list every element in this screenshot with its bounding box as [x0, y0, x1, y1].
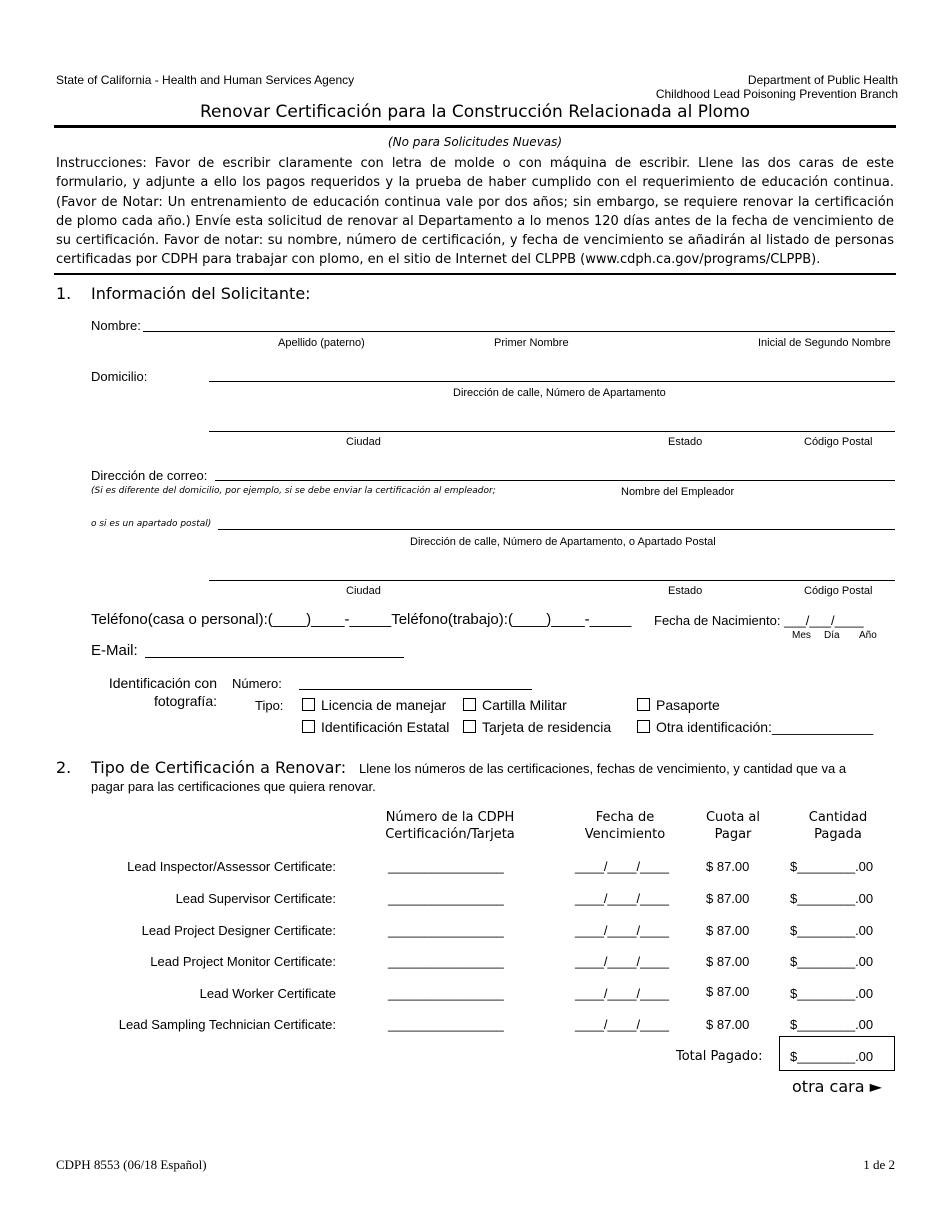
email-label: E-Mail: [91, 642, 138, 659]
cert-paid-field[interactable]: $________.00 [790, 923, 874, 938]
form-title: Renovar Certificación para la Construcción Relacionada al Plomo [199, 102, 751, 122]
fecha-nacimiento-field[interactable]: Fecha de Nacimiento: ___/___/____ [654, 613, 864, 628]
instructions-paragraph: Instrucciones: Favor de escribir claramente con letra de molde o con máquina de escribir. Llene las dos caras de este formulario, y adjunte a ello los pagos requeridos y la prueba de haber cumplido con el requerimiento de educación continua. (Favor de Notar: Un entrenamiento de educación continua vale por dos años; sin embargo, se requiere renovar la certificación de plomo cada año.) Envíe esta solicitud de renovar al Departamento a lo menos 120 días antes de la fecha de vencimiento de su certificación. Favor de notar: su nombre, número de certificación, y fecha de vencimiento se añadirán al listado de personas certificadas por CDPH para trabajar con plomo, en el sitio de Internet del CLPPB (www.cdph.ca.gov/programs/CLPPB). [56, 156, 894, 268]
cert-row-name: Lead Sampling Technician Certificate: [118, 1017, 336, 1032]
section2-desc-2: pagar para las certificaciones que quiera renovar. [91, 779, 376, 794]
col-cantidad-header-1: Cantidad [808, 810, 868, 825]
estatal-checkbox[interactable] [302, 720, 315, 733]
domicilio-label: Domicilio: [91, 369, 148, 384]
col-cantidad-header-2: Pagada [814, 827, 862, 842]
residencia-checkbox[interactable] [463, 720, 476, 733]
section-divider [54, 273, 896, 275]
cert-number-field[interactable]: ________________ [388, 986, 504, 1001]
department-name: Department of Public Health [747, 73, 898, 87]
cert-date-field[interactable]: ____/____/____ [575, 986, 669, 1001]
residencia-option[interactable] [463, 719, 611, 735]
numero-label: Número: [232, 676, 282, 691]
nombre-field[interactable] [143, 331, 895, 332]
correo-label: Dirección de correo: [91, 468, 208, 483]
title-rule [54, 125, 896, 128]
cert-paid-field[interactable]: $________.00 [790, 1017, 874, 1032]
licencia-label: Licencia de manejar [321, 697, 447, 713]
nombre-label: Nombre: [91, 318, 141, 333]
cert-row-name: Lead Supervisor Certificate: [175, 891, 336, 906]
cert-date-field[interactable]: ____/____/____ [575, 1017, 669, 1032]
cert-number-field[interactable]: ________________ [388, 859, 504, 874]
col-cert-header-2: Certificación/Tarjeta [385, 827, 515, 842]
cert-number-field[interactable]: ________________ [388, 954, 504, 969]
estado-caption: Estado [668, 436, 703, 448]
inicial-caption: Inicial de Segundo Nombre [758, 337, 891, 349]
section1-title: Información del Solicitante: [91, 284, 311, 303]
ciudad-caption: Ciudad [346, 436, 381, 448]
cert-row-name: Lead Worker Certificate [199, 986, 336, 1001]
pasaporte-option[interactable] [637, 697, 720, 713]
correo-note-1: (Si es diferente del domicilio, por ejemplo, si se debe enviar la certificación al empleador; [91, 486, 496, 496]
col-cuota-header-1: Cuota al [705, 810, 761, 825]
otra-cara-label: otra cara ► [792, 1077, 882, 1096]
domicilio-street-field[interactable] [209, 381, 895, 382]
otra-label: Otra identificación:_____________ [656, 719, 874, 735]
cert-paid-field[interactable]: $________.00 [790, 891, 874, 906]
section2-number: 2. [56, 758, 72, 777]
total-label: Total Pagado: [676, 1049, 763, 1064]
cert-date-field[interactable]: ____/____/____ [575, 954, 669, 969]
cert-row-name: Lead Project Designer Certificate: [141, 923, 336, 938]
dia-caption: Día [824, 630, 840, 641]
col-cert-header-1: Número de la CDPH [385, 810, 515, 825]
apellido-caption: Apellido (paterno) [278, 337, 365, 349]
correo-note-2: o si es un apartado postal) [91, 519, 212, 529]
licencia-checkbox[interactable] [302, 698, 315, 711]
ano-caption: Año [859, 630, 877, 641]
cartilla-checkbox[interactable] [463, 698, 476, 711]
otra-checkbox[interactable] [637, 720, 650, 733]
residencia-label: Tarjeta de residencia [482, 719, 612, 735]
cert-date-field[interactable]: ____/____/____ [575, 859, 669, 874]
cartilla-option[interactable] [463, 697, 567, 713]
otra-option[interactable] [637, 719, 873, 735]
col-cuota-header-2: Pagar [714, 827, 752, 842]
cert-number-field[interactable]: ________________ [388, 923, 504, 938]
section2-desc-1: Llene los números de las certificaciones, fechas de vencimiento, y cantidad que va a [359, 761, 847, 776]
agency-name: State of California - Health and Human Services Agency [56, 73, 355, 87]
cert-number-field[interactable]: ________________ [388, 891, 504, 906]
direccion-calle-caption: Dirección de calle, Número de Apartamento [453, 387, 666, 399]
cert-paid-field[interactable]: $________.00 [790, 986, 874, 1001]
id-label-1: Identificación con [108, 675, 217, 691]
estatal-label: Identificación Estatal [321, 719, 450, 735]
cert-fee: $ 87.00 [706, 859, 750, 874]
correo-employer-field[interactable] [215, 480, 895, 481]
email-field[interactable] [145, 657, 404, 658]
form-id: CDPH 8553 (06/18 Español) [56, 1157, 207, 1172]
page-number: 1 de 2 [863, 1157, 895, 1172]
section2-title: Tipo de Certificación a Renovar: [91, 758, 347, 777]
estatal-option[interactable] [302, 719, 449, 735]
cert-paid-field[interactable]: $________.00 [790, 859, 874, 874]
form-subtitle: (No para Solicitudes Nuevas) [387, 135, 563, 149]
cartilla-label: Cartilla Militar [482, 697, 567, 713]
branch-name: Childhood Lead Poisoning Prevention Branch [655, 87, 898, 101]
correo-street-field[interactable] [218, 529, 895, 530]
cert-row-name: Lead Project Monitor Certificate: [150, 954, 336, 969]
cert-row-name: Lead Inspector/Assessor Certificate: [127, 859, 336, 874]
estado-caption-2: Estado [668, 585, 703, 597]
col-fecha-header-2: Vencimiento [584, 827, 666, 842]
codigo-postal-caption: Código Postal [804, 436, 873, 448]
cert-fee: $ 87.00 [706, 1017, 750, 1032]
ciudad-caption-2: Ciudad [346, 585, 381, 597]
cert-fee: $ 87.00 [706, 984, 750, 999]
codigo-postal-caption-2: Código Postal [804, 585, 873, 597]
id-numero-field[interactable] [299, 689, 532, 690]
cert-paid-field[interactable]: $________.00 [790, 954, 874, 969]
tipo-label: Tipo: [255, 698, 284, 713]
cert-date-field[interactable]: ____/____/____ [575, 891, 669, 906]
pasaporte-checkbox[interactable] [637, 698, 650, 711]
id-label-2: fotografía: [153, 693, 217, 709]
mes-caption: Mes [792, 630, 811, 641]
cert-fee: $ 87.00 [706, 891, 750, 906]
cert-number-field[interactable]: ________________ [388, 1017, 504, 1032]
cert-date-field[interactable]: ____/____/____ [575, 923, 669, 938]
domicilio-city-field[interactable] [209, 431, 895, 432]
section1-number: 1. [56, 284, 72, 303]
nombre-empleador-caption: Nombre del Empleador [621, 486, 735, 498]
telefono-fields[interactable]: Teléfono(casa o personal):(____)____-_____Teléfono(trabajo):(____)____-_____ [91, 611, 632, 628]
total-value-field[interactable]: $________.00 [790, 1049, 874, 1064]
cert-fee: $ 87.00 [706, 923, 750, 938]
licencia-option[interactable] [302, 697, 446, 713]
direccion-postal-caption: Dirección de calle, Número de Apartamento, o Apartado Postal [410, 536, 716, 548]
primer-nombre-caption: Primer Nombre [494, 337, 569, 349]
correo-city-field[interactable] [209, 580, 895, 581]
pasaporte-label: Pasaporte [656, 697, 720, 713]
cert-fee: $ 87.00 [706, 954, 750, 969]
col-fecha-header-1: Fecha de [595, 810, 655, 825]
